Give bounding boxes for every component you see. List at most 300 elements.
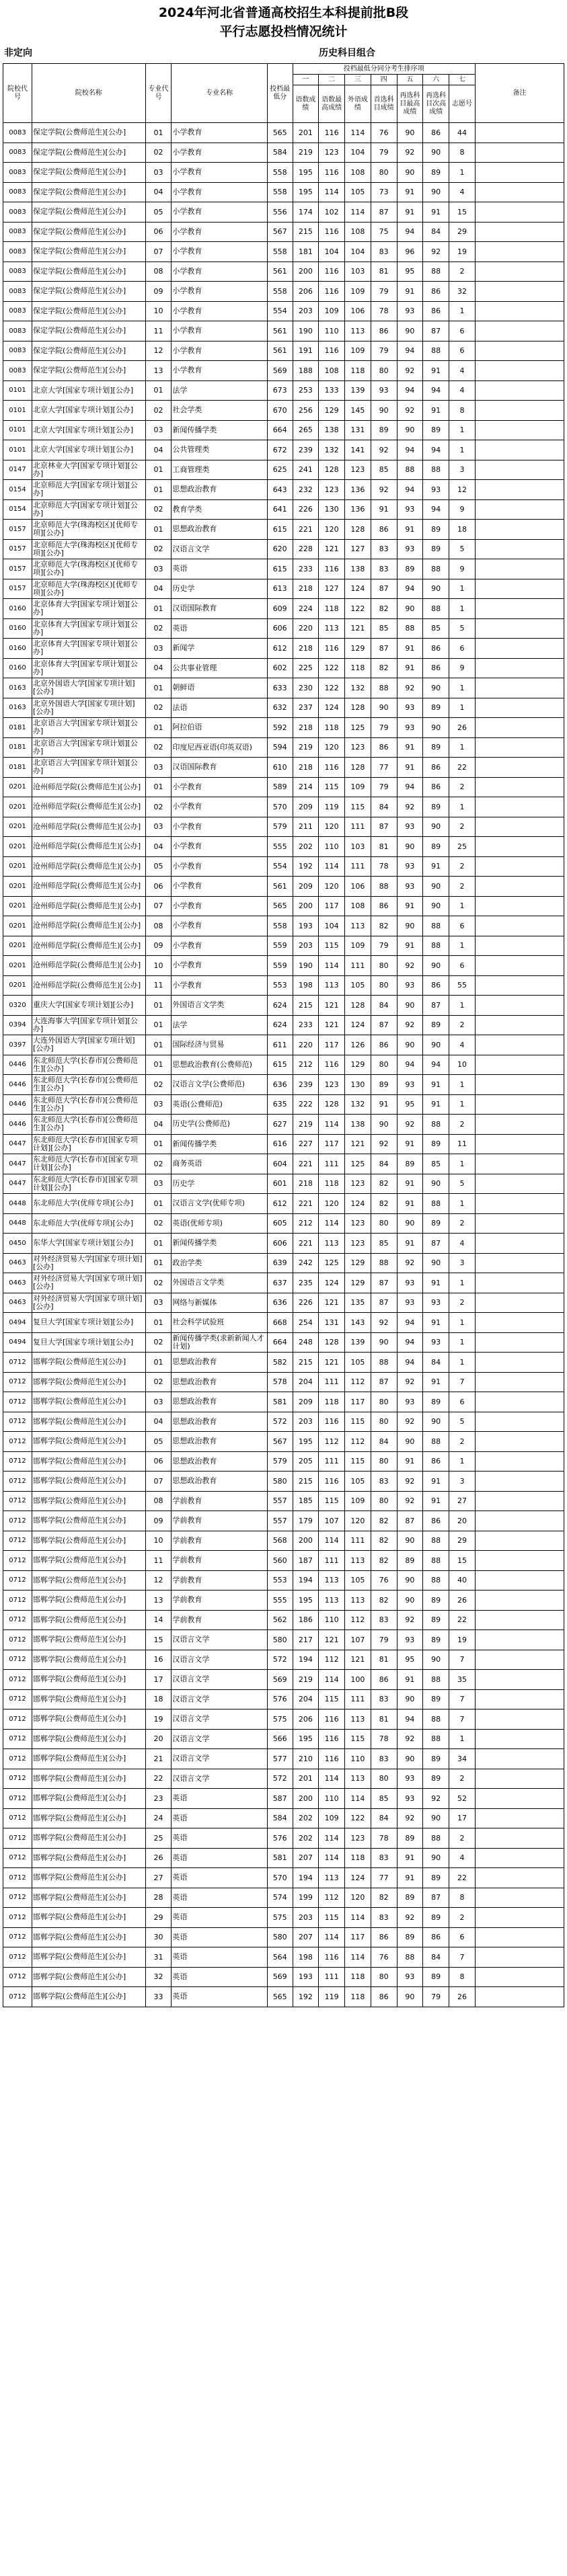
cell-chinese-math-max: 113 [319,1234,345,1254]
cell-remark [475,956,564,976]
cell-chinese-math: 198 [293,975,319,996]
cell-school-name: 沧州师范学院(公费师范生)[公办] [32,916,145,936]
cell-elective-max: 93 [397,1630,423,1650]
cell-choice-number: 1 [449,579,476,599]
cell-primary-subject: 90 [371,698,397,718]
cell-elective-second: 86 [423,1511,449,1531]
cell-min-score: 589 [267,777,293,797]
cell-chinese-math-max: 118 [319,599,345,619]
cell-choice-number: 26 [449,1987,476,2007]
table-row [3,163,564,183]
cell-school-code: 0494 [3,1332,32,1353]
cell-primary-subject: 80 [371,1967,397,1987]
table-row [3,1273,564,1293]
cell-major-name: 汉语言文学 [172,539,267,559]
cell-school-code: 0712 [3,1888,32,1908]
cell-min-score: 636 [267,1075,293,1095]
cell-major-name: 汉语国际教育 [172,758,267,778]
table-row [3,242,564,262]
cell-chinese-math: 237 [293,698,319,718]
cell-remark [475,877,564,897]
cell-foreign-language: 113 [345,321,371,341]
cell-school-name: 沧州师范学院(公费师范生)[公办] [32,877,145,897]
cell-foreign-language: 125 [345,1154,371,1174]
cell-min-score: 579 [267,1451,293,1472]
cell-school-name: 邯郸学院(公费师范生)[公办] [32,1749,145,1769]
cell-major-code: 10 [145,956,172,976]
cell-choice-number: 2 [449,1213,476,1234]
cell-choice-number: 3 [449,460,476,480]
cell-foreign-language: 127 [345,539,371,559]
cell-min-score: 625 [267,460,293,480]
cell-primary-subject: 86 [371,1670,397,1690]
cell-major-code: 09 [145,282,172,302]
cell-foreign-language: 120 [345,1511,371,1531]
cell-remark [475,579,564,599]
cell-foreign-language: 139 [345,380,371,401]
cell-foreign-language: 128 [345,698,371,718]
cell-major-name: 小学教育 [172,837,267,857]
cell-min-score: 559 [267,936,293,956]
cell-elective-second: 87 [423,321,449,341]
cell-min-score: 558 [267,242,293,262]
cell-major-name: 小学教育 [172,797,267,817]
cell-remark [475,1273,564,1293]
cell-remark [475,1967,564,1987]
cell-school-name: 保定学院(公费师范生)[公办] [32,202,145,223]
header-min-score: 投档最低分 [267,64,293,123]
cell-school-code: 0446 [3,1055,32,1075]
cell-choice-number: 29 [449,1531,476,1551]
cell-primary-subject: 83 [371,242,397,262]
cell-school-code: 0712 [3,1511,32,1531]
cell-elective-second: 88 [423,599,449,619]
cell-chinese-math-max: 115 [319,1908,345,1928]
cell-chinese-math: 188 [293,361,319,381]
cell-chinese-math-max: 117 [319,1035,345,1055]
cell-chinese-math: 218 [293,718,319,738]
cell-elective-second: 92 [423,242,449,262]
cell-chinese-math-max: 122 [319,658,345,678]
cell-choice-number: 1 [449,599,476,619]
cell-school-code: 0712 [3,1709,32,1730]
cell-major-name: 小学教育 [172,916,267,936]
cell-school-name: 邯郸学院(公费师范生)[公办] [32,1353,145,1373]
cell-choice-number: 1 [449,1273,476,1293]
admission-table [3,63,564,2007]
cell-min-score: 632 [267,698,293,718]
cell-elective-second: 90 [423,678,449,698]
cell-major-code: 01 [145,1234,172,1254]
cell-major-name: 小学教育 [172,261,267,282]
cell-remark [475,222,564,242]
cell-min-score: 558 [267,163,293,183]
cell-remark [475,440,564,460]
cell-school-code: 0201 [3,837,32,857]
cell-choice-number: 2 [449,856,476,877]
cell-min-score: 672 [267,440,293,460]
cell-school-code: 0083 [3,242,32,262]
cell-school-code: 0101 [3,420,32,440]
cell-school-code: 0201 [3,916,32,936]
cell-primary-subject: 86 [371,896,397,916]
cell-primary-subject: 87 [371,1273,397,1293]
cell-major-code: 02 [145,401,172,421]
table-row [3,1353,564,1373]
cell-remark [475,698,564,718]
cell-school-code: 0448 [3,1213,32,1234]
cell-major-name: 新闻传播学类 [172,1134,267,1154]
cell-choice-number: 34 [449,1749,476,1769]
cell-elective-second: 88 [423,1570,449,1591]
cell-foreign-language: 129 [345,1253,371,1273]
cell-foreign-language: 110 [345,1749,371,1769]
cell-choice-number: 7 [449,1372,476,1392]
table-row [3,1432,564,1452]
cell-choice-number: 26 [449,1591,476,1611]
cell-min-score: 584 [267,143,293,163]
cell-elective-second: 86 [423,1927,449,1947]
cell-primary-subject: 87 [371,1293,397,1313]
cell-school-name: 邯郸学院(公费师范生)[公办] [32,1650,145,1670]
cell-remark [475,1987,564,2007]
cell-remark [475,1630,564,1650]
cell-school-name: 北京语言大学[国家专项计划][公办] [32,758,145,778]
table-row [3,797,564,817]
cell-school-code: 0450 [3,1234,32,1254]
cell-chinese-math: 230 [293,678,319,698]
cell-choice-number: 8 [449,143,476,163]
cell-school-name: 沧州师范学院(公费师范生)[公办] [32,956,145,976]
cell-chinese-math-max: 118 [319,1392,345,1412]
cell-school-code: 0446 [3,1075,32,1095]
cell-major-code: 02 [145,539,172,559]
cell-school-name: 北京大学[国家专项计划][公办] [32,380,145,401]
cell-chinese-math-max: 116 [319,222,345,242]
cell-major-name: 新闻传播学类(求新新闻人才计划) [172,1332,267,1353]
cell-chinese-math-max: 120 [319,1194,345,1214]
cell-school-name: 沧州师范学院(公费师范生)[公办] [32,936,145,956]
cell-school-name: 对外经济贸易大学[国家专项计划][公办] [32,1253,145,1273]
cell-school-code: 0083 [3,321,32,341]
cell-chinese-math-max: 112 [319,1888,345,1908]
cell-major-code: 02 [145,1372,172,1392]
cell-school-name: 北京师范大学[国家专项计划][公办] [32,480,145,500]
cell-min-score: 664 [267,420,293,440]
cell-major-name: 英语 [172,1927,267,1947]
cell-school-name: 邯郸学院(公费师范生)[公办] [32,1987,145,2007]
cell-primary-subject: 86 [371,321,397,341]
cell-primary-subject: 81 [371,261,397,282]
cell-school-name: 邯郸学院(公费师范生)[公办] [32,1511,145,1531]
cell-remark [475,539,564,559]
cell-school-name: 邯郸学院(公费师范生)[公办] [32,1789,145,1809]
cell-school-name: 邯郸学院(公费师范生)[公办] [32,1967,145,1987]
cell-elective-second: 89 [423,1908,449,1928]
cell-min-score: 561 [267,321,293,341]
table-row [3,777,564,797]
cell-remark [475,837,564,857]
cell-school-code: 0157 [3,559,32,579]
cell-elective-max: 95 [397,1094,423,1115]
cell-foreign-language: 135 [345,1293,371,1313]
cell-choice-number: 55 [449,975,476,996]
cell-major-name: 汉语言文学 [172,1729,267,1749]
cell-major-name: 英语(公费师范) [172,1094,267,1115]
cell-major-name: 英语 [172,1967,267,1987]
cell-foreign-language: 114 [345,1789,371,1809]
cell-chinese-math: 201 [293,1769,319,1789]
cell-major-code: 18 [145,1689,172,1709]
cell-primary-subject: 80 [371,1451,397,1472]
cell-chinese-math: 195 [293,1432,319,1452]
cell-elective-max: 93 [397,1075,423,1095]
cell-chinese-math: 221 [293,520,319,540]
cell-major-code: 01 [145,520,172,540]
cell-school-name: 东北师范大学(长春市)[国家专项计划][公办] [32,1134,145,1154]
cell-major-code: 03 [145,163,172,183]
cell-school-name: 邯郸学院(公费师范生)[公办] [32,1729,145,1749]
cell-school-name: 北京师范大学(珠海校区)[优师专项][公办] [32,559,145,579]
cell-major-code: 04 [145,579,172,599]
table-row [3,1630,564,1650]
cell-elective-second: 88 [423,1828,449,1849]
cell-school-code: 0712 [3,1670,32,1690]
cell-chinese-math-max: 116 [319,341,345,361]
cell-major-name: 外国语言文学类 [172,1273,267,1293]
cell-foreign-language: 138 [345,559,371,579]
cell-primary-subject: 79 [371,1630,397,1650]
cell-elective-max: 93 [397,856,423,877]
header-order-4: 四 [371,75,397,85]
header-elective-second: 再选科目次高成绩 [423,85,449,123]
table-row [3,678,564,698]
cell-elective-max: 91 [397,1868,423,1888]
cell-min-score: 565 [267,123,293,143]
cell-foreign-language: 123 [345,1174,371,1194]
cell-foreign-language: 121 [345,618,371,639]
cell-remark [475,1749,564,1769]
cell-elective-second: 90 [423,718,449,738]
cell-elective-max: 92 [397,401,423,421]
cell-school-code: 0083 [3,202,32,223]
cell-major-code: 32 [145,1967,172,1987]
cell-remark [475,975,564,996]
cell-school-name: 大连海事大学[国家专项计划][公办] [32,1015,145,1035]
cell-min-score: 670 [267,401,293,421]
cell-remark [475,1115,564,1135]
cell-school-code: 0181 [3,758,32,778]
cell-choice-number: 44 [449,123,476,143]
cell-elective-second: 79 [423,1987,449,2007]
cell-school-name: 邯郸学院(公费师范生)[公办] [32,1769,145,1789]
cell-school-code: 0448 [3,1194,32,1214]
cell-major-name: 网络与新媒体 [172,1293,267,1313]
cell-primary-subject: 86 [371,1987,397,2007]
cell-choice-number: 27 [449,1491,476,1511]
cell-choice-number: 9 [449,559,476,579]
cell-primary-subject: 91 [371,1094,397,1115]
cell-primary-subject: 81 [371,1650,397,1670]
cell-choice-number: 1 [449,440,476,460]
cell-foreign-language: 124 [345,579,371,599]
cell-remark [475,1332,564,1353]
cell-primary-subject: 85 [371,1234,397,1254]
cell-chinese-math: 195 [293,182,319,202]
cell-remark [475,1392,564,1412]
cell-chinese-math-max: 120 [319,877,345,897]
cell-primary-subject: 93 [371,380,397,401]
cell-min-score: 568 [267,1531,293,1551]
cell-elective-second: 90 [423,896,449,916]
cell-elective-max: 89 [397,1927,423,1947]
cell-remark [475,282,564,302]
cell-school-code: 0712 [3,1570,32,1591]
cell-school-code: 0083 [3,361,32,381]
cell-elective-max: 89 [397,1888,423,1908]
cell-remark [475,1808,564,1828]
cell-foreign-language: 136 [345,499,371,520]
cell-elective-max: 92 [397,1729,423,1749]
cell-foreign-language: 121 [345,1134,371,1154]
cell-foreign-language: 118 [345,1987,371,2007]
cell-chinese-math: 215 [293,222,319,242]
cell-choice-number: 26 [449,718,476,738]
cell-chinese-math-max: 110 [319,1789,345,1809]
cell-major-code: 01 [145,1313,172,1333]
cell-foreign-language: 132 [345,1094,371,1115]
cell-choice-number: 5 [449,1412,476,1432]
cell-foreign-language: 126 [345,1035,371,1055]
cell-elective-second: 88 [423,1531,449,1551]
cell-elective-max: 93 [397,539,423,559]
table-row [3,123,564,143]
cell-chinese-math-max: 119 [319,797,345,817]
cell-major-code: 02 [145,1075,172,1095]
cell-major-name: 小学教育 [172,975,267,996]
cell-remark [475,1412,564,1432]
cell-school-name: 保定学院(公费师范生)[公办] [32,143,145,163]
cell-foreign-language: 106 [345,877,371,897]
table-row [3,1908,564,1928]
cell-foreign-language: 132 [345,678,371,698]
cell-major-name: 小学教育 [172,877,267,897]
cell-foreign-language: 124 [345,1868,371,1888]
cell-school-name: 邯郸学院(公费师范生)[公办] [32,1927,145,1947]
cell-major-code: 02 [145,1332,172,1353]
cell-elective-second: 93 [423,1293,449,1313]
cell-school-code: 0712 [3,1451,32,1472]
cell-min-score: 592 [267,718,293,738]
cell-remark [475,1531,564,1551]
cell-major-code: 04 [145,837,172,857]
cell-chinese-math-max: 114 [319,1531,345,1551]
table-row [3,1670,564,1690]
cell-foreign-language: 100 [345,1670,371,1690]
cell-foreign-language: 123 [345,1213,371,1234]
cell-foreign-language: 118 [345,361,371,381]
cell-choice-number: 1 [449,797,476,817]
cell-elective-max: 90 [397,1531,423,1551]
cell-school-name: 重庆大学[国家专项计划][公办] [32,996,145,1016]
cell-elective-second: 89 [423,1213,449,1234]
cell-major-name: 英语 [172,618,267,639]
cell-chinese-math-max: 111 [319,1551,345,1571]
table-row [3,480,564,500]
cell-elective-max: 91 [397,737,423,758]
cell-remark [475,1451,564,1472]
cell-elective-second: 90 [423,143,449,163]
cell-school-name: 东华大学[国家专项计划][公办] [32,1234,145,1254]
cell-remark [475,1650,564,1670]
cell-major-name: 新闻学 [172,639,267,659]
cell-chinese-math-max: 128 [319,1094,345,1115]
cell-foreign-language: 124 [345,1015,371,1035]
cell-primary-subject: 78 [371,1729,397,1749]
cell-min-score: 612 [267,1194,293,1214]
cell-primary-subject: 84 [371,797,397,817]
cell-chinese-math-max: 123 [319,480,345,500]
cell-elective-max: 92 [397,1372,423,1392]
cell-min-score: 673 [267,380,293,401]
cell-major-name: 学前教育 [172,1610,267,1630]
cell-remark [475,1213,564,1234]
cell-elective-second: 91 [423,401,449,421]
cell-min-score: 554 [267,301,293,321]
cell-elective-second: 89 [423,1392,449,1412]
cell-foreign-language: 105 [345,1353,371,1373]
cell-min-score: 584 [267,1808,293,1828]
cell-elective-second: 88 [423,1709,449,1730]
cell-major-name: 学前教育 [172,1551,267,1571]
cell-school-name: 邯郸学院(公费师范生)[公办] [32,1432,145,1452]
cell-school-name: 北京体育大学[国家专项计划][公办] [32,599,145,619]
cell-major-code: 12 [145,1570,172,1591]
table-row [3,1194,564,1214]
cell-foreign-language: 111 [345,856,371,877]
cell-chinese-math-max: 116 [319,1749,345,1769]
cell-major-code: 01 [145,1353,172,1373]
cell-primary-subject: 84 [371,996,397,1016]
cell-school-code: 0446 [3,1094,32,1115]
cell-min-score: 606 [267,1234,293,1254]
cell-elective-max: 91 [397,1234,423,1254]
cell-school-code: 0712 [3,1789,32,1809]
cell-foreign-language: 113 [345,1769,371,1789]
cell-major-name: 外国语言文学类 [172,996,267,1016]
cell-major-name: 社会学类 [172,401,267,421]
cell-major-code: 07 [145,896,172,916]
table-row [3,1531,564,1551]
cell-chinese-math-max: 123 [319,1075,345,1095]
cell-school-code: 0201 [3,975,32,996]
cell-min-score: 601 [267,1174,293,1194]
cell-major-name: 英语 [172,1868,267,1888]
cell-primary-subject: 83 [371,1610,397,1630]
cell-foreign-language: 105 [345,1570,371,1591]
cell-foreign-language: 113 [345,1709,371,1730]
cell-elective-second: 90 [423,1650,449,1670]
cell-chinese-math-max: 124 [319,698,345,718]
cell-major-code: 09 [145,1511,172,1531]
table-body [3,123,564,2007]
cell-primary-subject: 80 [371,975,397,996]
cell-major-code: 05 [145,856,172,877]
cell-major-name: 新闻传播学类 [172,1234,267,1254]
cell-foreign-language: 114 [345,123,371,143]
cell-school-name: 北京外国语大学[国家专项计划][公办] [32,698,145,718]
cell-remark [475,758,564,778]
